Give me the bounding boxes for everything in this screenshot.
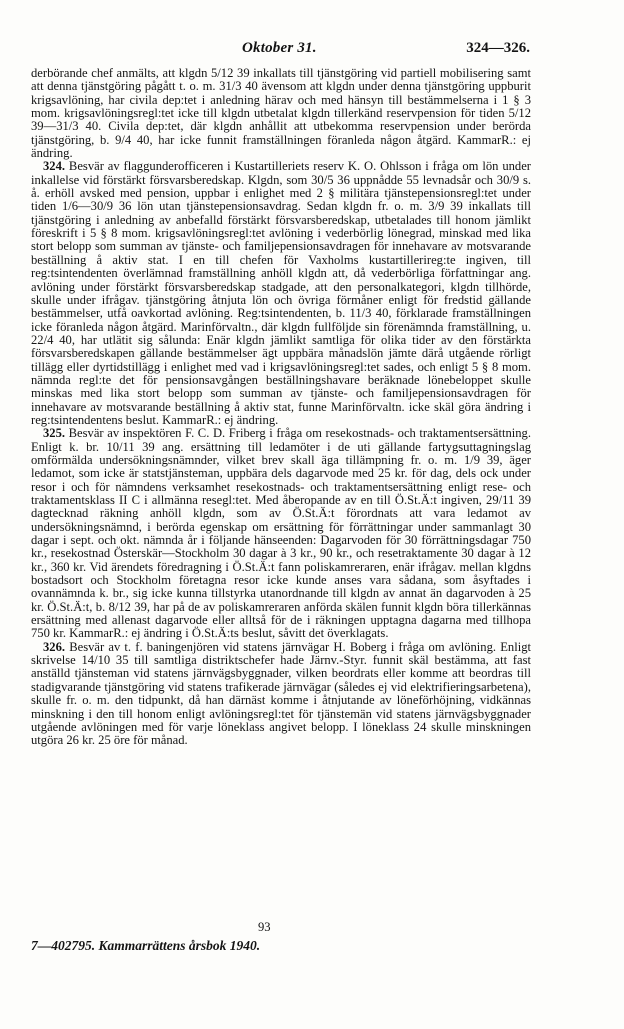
paragraph-326 (31, 641, 531, 748)
paragraph-text: Besvär av inspektören F. C. D. Friberg i fråga om resekostnads- och traktamentsersättning. Enligt k. br. 10/11 39 ang. ersättning till ledamöter i de uti gällande fartygsuttagningslag omförmälda undersökningsnämnder, vilket brev skall äga tillämpning fr. o. m. 1/9 39, äger ledamot, som icke är statstjänsteman, uppbära dels dagarvode med 25 kr. för dag, dels ock under resor i och för nämndens verksamhet resekostnads- och traktamentsersättning enligt rese- och traktamentsklass II C i allmänna resegl:tet. Med åberopande av en till Ö.St.Ä:t ingiven, 29/11 39 dagtecknad räkning anhöll klgdn, som av Ö.St.Ä:t förordnats att vara ledamot av undersökningsnämnd, i berörda egenskap om ersättning för förrättningar under sammanlagt 30 dagar i sept. och okt. nämnda år i följande hänseenden: Dagarvoden för 30 förrättningsdagar 750 kr., resekostnad Österskär—Stockholm 30 dagar à 3 kr., 90 kr., och resetraktamente 30 dagar à 12 kr., 360 kr. Vid ärendets föredragning i Ö.St.Ä:t fann poliskamreraren, enär ifrågav. mellan klgdns bostadsort och Stockholm företagna resor icke kunde anses vara sådana, som åsyftades i ovannämnda k. br., sig icke kunna tillstyrka utanordnande till klgdn av annat än dagarvoden à 25 kr. Ö.St.Ä:t, b. 8/12 39, har på de av poliskamreraren anförda skälen funnit klgdn böra tillerkännas ersättning med allenast dagarvode eller alltså för de i räkningen upptagna dagarna med tillhopa 750 kr. KammarR.: ej ändring i Ö.St.Ä:ts beslut, såvitt det överklagats. (31, 426, 531, 641)
paragraph-text: Besvär av flaggunderofficeren i Kustartilleriets reserv K. O. Ohlsson i fråga om lön under inkallelse vid förstärkt försvarsberedskap. Klgdn, som 30/5 36 uppnådde 55 levnadsår och 30/9 s. å. erhöll avsked med pension, uppbar i enlighet med 2 § militära tjänstepensionsregl:tet under tiden 1/6—30/9 36 lön utan tjänstepensionsavdrag. Sedan klgdn fr. o. m. 3/9 39 inkallats till tjänstgöring i anledning av anbefalld förstärkt försvarsberedskap, utbetalades till honom jämlikt föreskrift i 5 § 8 mom. krigsavlöningsregl:tet avlöning i vederbörlig lönegrad, minskad med lika stort belopp som summan av tjänste- och familjepensionsavdragen för innehavare av motsvarande beställning å aktiv stat. I en till chefen för Vaxholms kustartillerireg:te ingiven, till reg:tsintendenten överlämnad framställning anhöll klgdn att, då vederbörliga författningar ang. avlöning under förstärkt försvarsberedskap stadgade, att den personalkategori, klgdn tillhörde, skulle under ifrågav. tjänstgöring åtnjuta lön och övriga förmåner enligt för fredstid gällande bestämmelser, utfå oavkortad avlöning. Reg:tsintendenten, b. 11/3 40, förklarade framställningen icke föranleda någon åtgärd. Marinförvaltn., där klgdn fullföljde sin förenämnda framställning, u. 22/4 40, har utlätit sig sålunda: Enär klgdn jämlikt samtliga för olika tider av den förstärkta försvarsberedskapen gällande bestämmelser ägt uppbära månadslön jämte därå utgående rörligt tillägg eller dyrtidstillägg i enlighet med vad i krigsavlöningsregl:tet sades, och enligt 5 § 8 mom. nämnda regl:te det för pensionsavgången beställningshavare beräknade lönebeloppet skulle minskas med lika stort belopp som summan av tjänste- och familjepensionsavdragen för innehavare av motsvarande beställning å aktiv stat, funne Marinförvaltn. icke skäl göra ändring i reg:tsintendentens beslut. KammarR.: ej ändring. (31, 159, 531, 427)
running-header (30, 40, 530, 60)
paragraph-324 (31, 160, 531, 427)
paragraph-text: Besvär av t. f. baningenjören vid statens järnvägar H. Boberg i fråga om avlöning. Enligt skrivelse 14/10 35 till samtliga distriktschefer hade Järnv.-Styr. funnit skäl bestämma, att fast anställd tjänsteman vid statens järnvägsbyggnader, vilken beordrats eller komme att beordras till stadigvarande tjänstgöring vid statens trafikerade järnvägar (således ej vid elektrifieringsarbetena), skulle fr. o. m. den tidpunkt, då han därnäst komme i åtnjutande av löneförhöjning, vidkännas minskning i den till honom enligt avlöningsregl:tet för tjänstemän vid statens järnvägsbyggnader utgående avlöningen med för varje löneklass angivet belopp. I löneklass 24 skulle minskningen utgöra 26 kr. 25 öre för månad. (31, 639, 531, 748)
paragraph-continuation (31, 67, 531, 160)
paragraph-325 (31, 427, 531, 641)
paragraph-number: 326. (43, 639, 66, 654)
paragraph-number: 324. (43, 159, 66, 174)
body-text (31, 67, 531, 748)
paragraph-number: 325. (43, 426, 66, 441)
header-page-numbers: 324—326. (466, 40, 530, 56)
page-number: 93 (258, 920, 271, 934)
paragraph-text: derbörande chef anmälts, att klgdn 5/12 39 inkallats till tjänstgöring vid partiell mobilisering samt att denna tjänstgöring pågått t. o. m. 31/3 40 ävensom att klgdn under denna tjänstgöring uppburit krigsavlöning, har civila dep:tet i anledning härav och med hänsyn till bestämmelserna i 1 § 3 mom. krigsavlöningsregl:tet icke till klgdn utbetalat klgdn tillerkänd reservpension för tiden 5/12 39—31/3 40. Civila dep:tet, där klgdn anhållit att utbekomma reservpension under berörda tjänstgöring, b. 9/4 40, har icke funnit framställningen föranleda någon åtgärd. KammarR.: ej ändring. (31, 66, 531, 161)
printer-imprint: 7—402795. Kammarrättens årsbok 1940. (31, 938, 261, 953)
header-date: Oktober 31. (242, 40, 317, 56)
